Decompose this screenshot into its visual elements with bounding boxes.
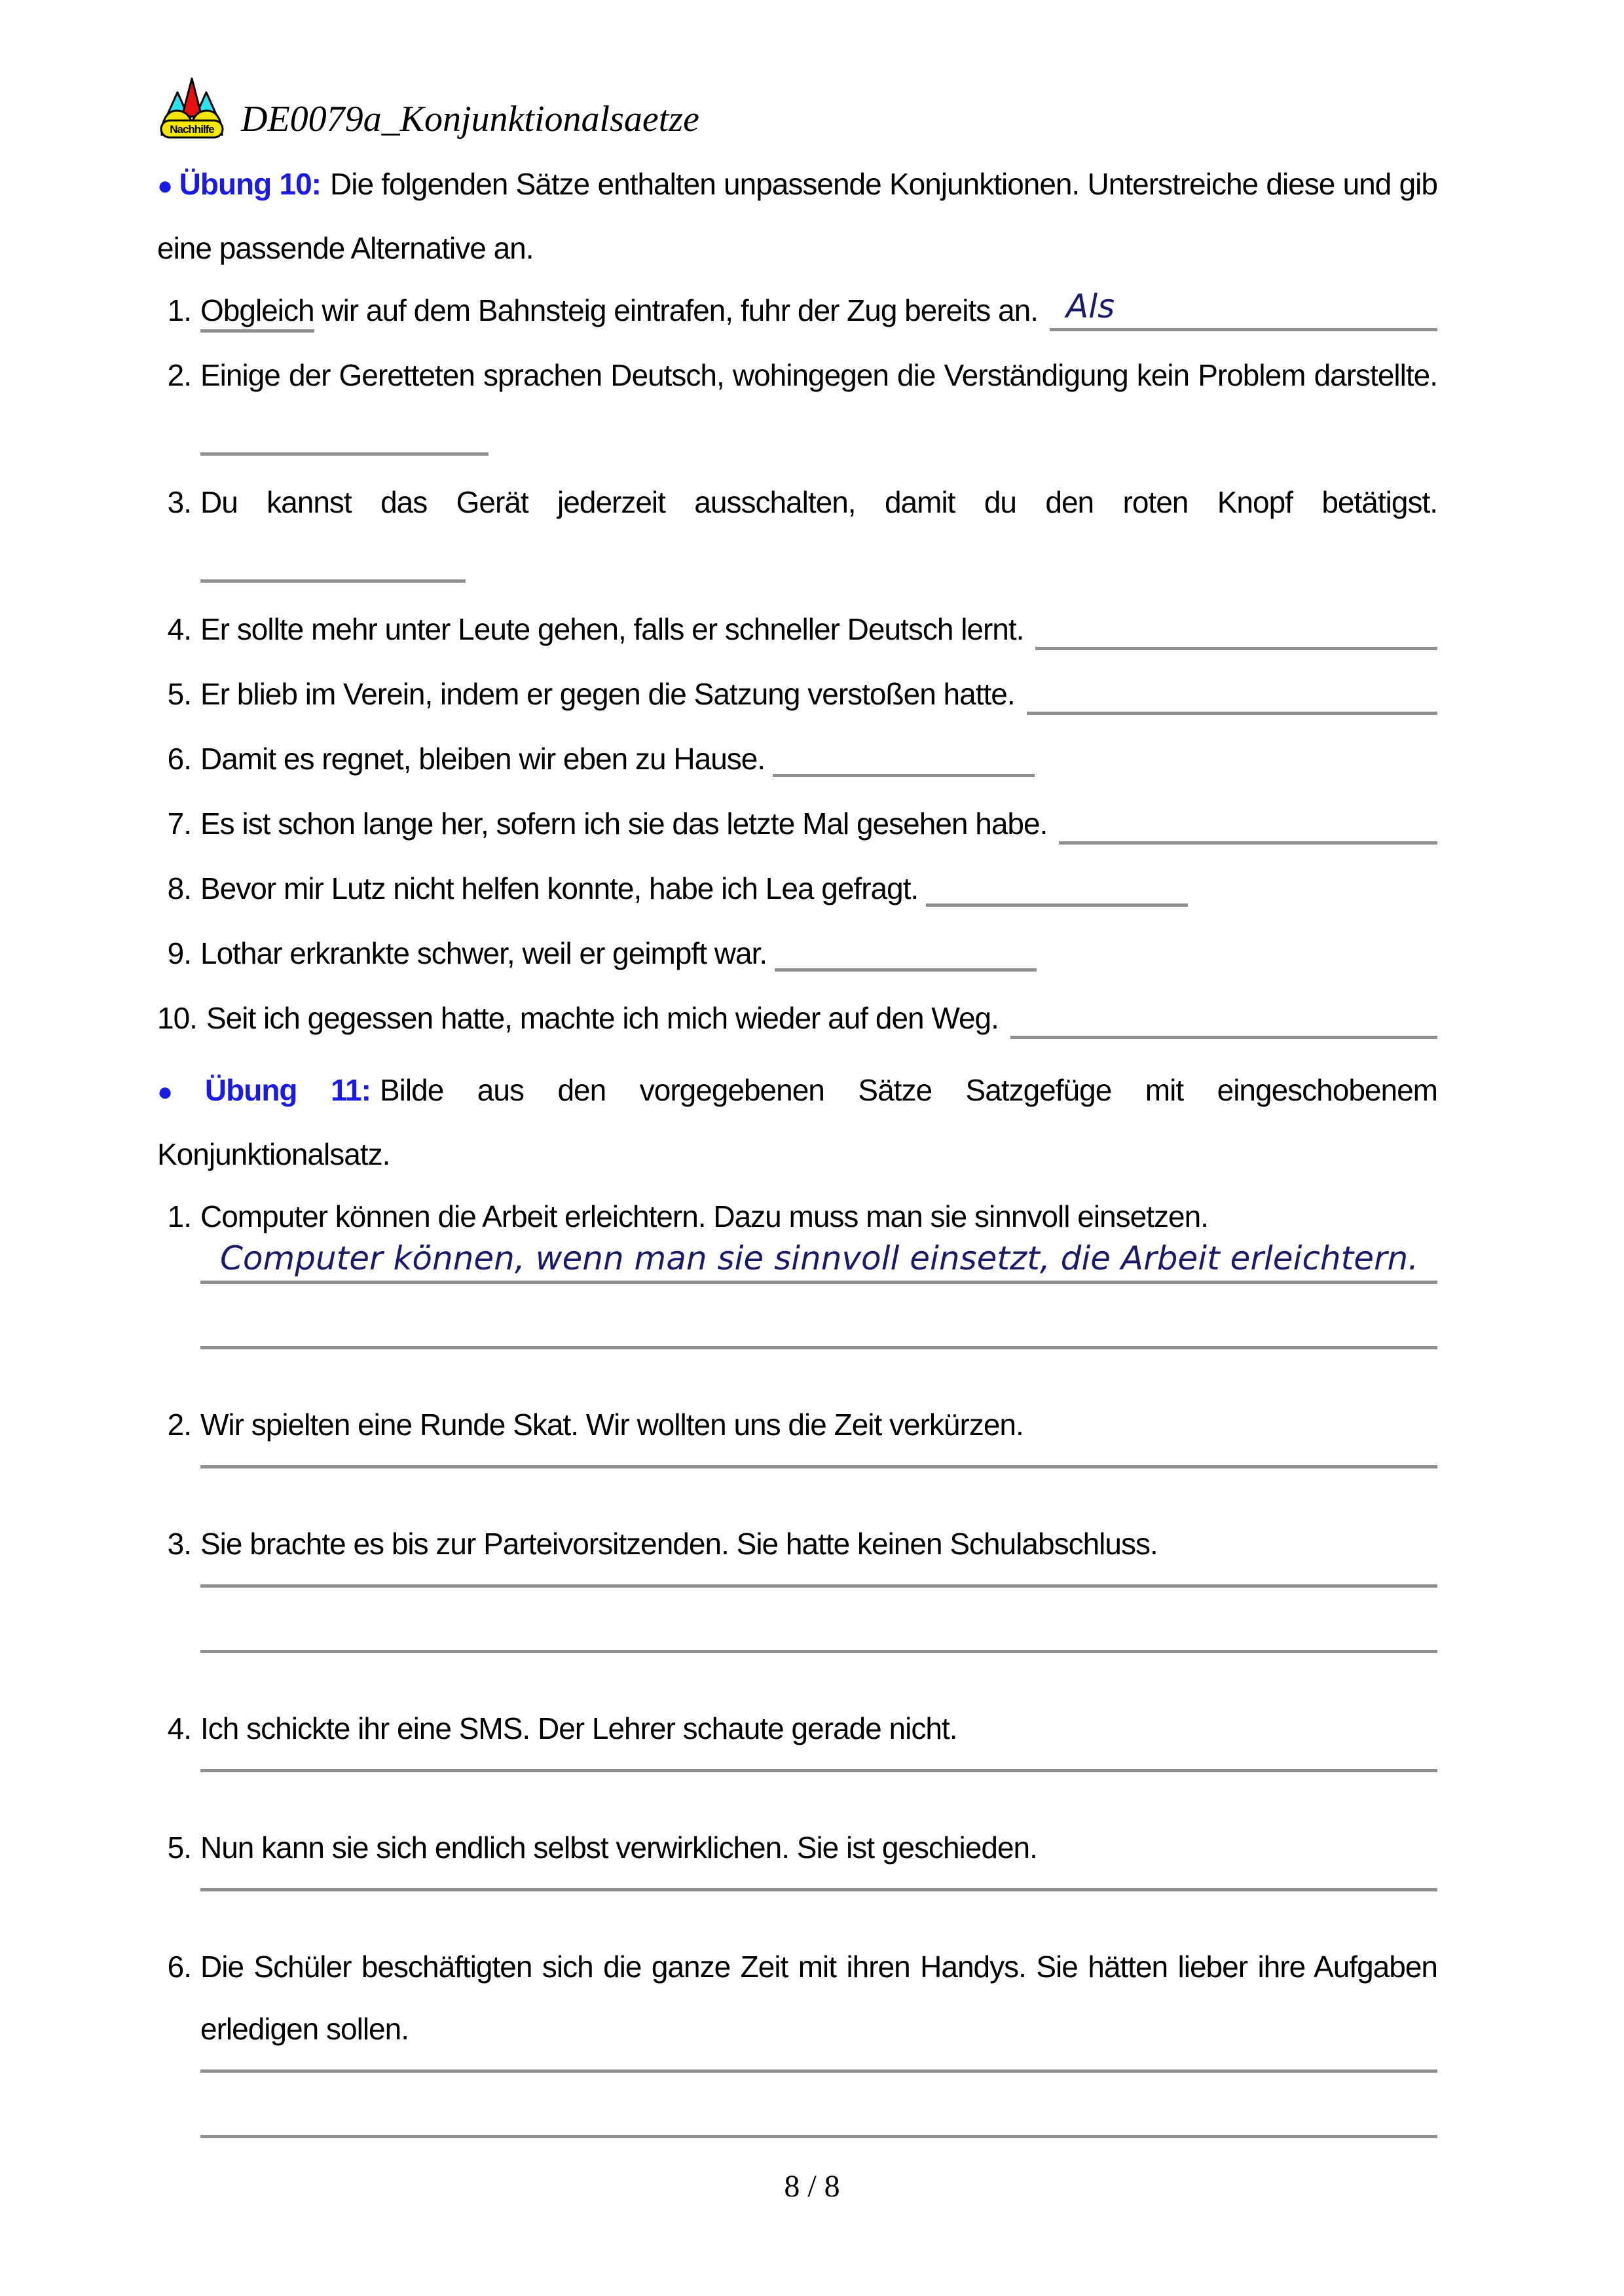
item-sentence: Es ist schon lange her, sofern ich sie das letzte Mal gesehen habe. bbox=[200, 807, 1048, 841]
bullet-icon: ● bbox=[157, 172, 173, 200]
uebung10-item-list bbox=[157, 280, 1437, 1049]
item-sentence: Bevor mir Lutz nicht helfen konnte, habe ich Lea gefragt. bbox=[200, 858, 1437, 920]
page-footer bbox=[0, 2168, 1624, 2204]
item-number: 1. bbox=[167, 1199, 191, 1233]
item-sentence: Er blieb im Verein, indem er gegen die Satzung verstoßen hatte. bbox=[200, 677, 1015, 711]
exercise-item bbox=[157, 1698, 1437, 1772]
item-line bbox=[200, 598, 1437, 661]
item-sentence: Er sollte mehr unter Leute gehen, falls er schneller Deutsch lernt. bbox=[200, 612, 1024, 646]
uebung11-label: Übung 11: bbox=[204, 1073, 371, 1107]
bullet-icon: ● bbox=[157, 1078, 198, 1106]
item-sentence: Damit es regnet, bleiben wir eben zu Hause. bbox=[200, 728, 1437, 790]
exercise-item bbox=[157, 987, 1437, 1049]
exercise-item bbox=[157, 663, 1437, 725]
item-number: 4. bbox=[167, 1711, 191, 1745]
item-sentence: Nun kann sie sich endlich selbst verwirklichen. Sie ist geschieden. bbox=[200, 1831, 1037, 1865]
item-body bbox=[200, 598, 1437, 661]
handwritten-answer: Als bbox=[1065, 287, 1115, 325]
item-number: 5. bbox=[167, 1831, 191, 1865]
item-sentence: Obgleich wir auf dem Bahnsteig eintrafen, fuhr der Zug bereits an. bbox=[200, 280, 1038, 342]
answer-blank[interactable] bbox=[773, 767, 1035, 777]
answer-blank[interactable] bbox=[200, 1456, 1437, 1468]
exercise-item bbox=[157, 922, 1437, 985]
item-number: 1. bbox=[167, 293, 191, 327]
exercise-item bbox=[157, 1513, 1437, 1653]
answer-blank[interactable] bbox=[200, 1239, 1437, 1284]
item-number: 9. bbox=[167, 936, 191, 970]
answer-blank[interactable] bbox=[1035, 647, 1437, 650]
item-number: 5. bbox=[167, 677, 191, 711]
answer-blank[interactable] bbox=[926, 897, 1188, 907]
page-number: 8 / 8 bbox=[784, 2169, 840, 2204]
exercise-item bbox=[157, 598, 1437, 661]
item-body bbox=[200, 280, 1437, 342]
answer-blank[interactable] bbox=[200, 1575, 1437, 1588]
uebung10-intro bbox=[157, 153, 1437, 280]
mountain-logo-icon bbox=[157, 75, 227, 140]
item-sentence: Lothar erkrankte schwer, weil er geimpft war. bbox=[200, 922, 1437, 985]
underlined-conjunction: Obgleich bbox=[200, 293, 314, 333]
exercise-item bbox=[157, 280, 1437, 342]
answer-blank[interactable] bbox=[1059, 841, 1437, 845]
exercise-item bbox=[157, 858, 1437, 920]
uebung11-instructions: Bilde aus den vorgegebenen Sätze Satzgefüge mit eingeschobenem Konjunktionalsatz. bbox=[157, 1073, 1437, 1171]
item-body bbox=[200, 344, 1437, 469]
item-sentence: Seit ich gegessen hatte, machte ich mich wieder auf den Weg. bbox=[206, 1001, 999, 1035]
item-sentence: Wir spielten eine Runde Skat. Wir wollten uns die Zeit verkürzen. bbox=[200, 1408, 1024, 1442]
item-body bbox=[200, 1936, 1437, 2138]
item-body bbox=[206, 987, 1437, 1049]
item-sentence: Du kannst das Gerät jederzeit ausschalten, damit du den roten Knopf betätigst. bbox=[200, 471, 1437, 596]
item-number: 2. bbox=[167, 1408, 191, 1442]
item-number: 3. bbox=[167, 485, 191, 519]
exercise-item bbox=[157, 1186, 1437, 1349]
item-sentence: Die Schüler beschäftigten sich die ganze Zeit mit ihren Handys. Sie hätten lieber ihre Aufgaben erledigen sollen. bbox=[200, 1950, 1437, 2046]
item-body bbox=[200, 1513, 1437, 1653]
answer-blank[interactable] bbox=[1050, 287, 1437, 331]
item-body bbox=[200, 1817, 1437, 1891]
item-body bbox=[200, 471, 1437, 596]
item-line bbox=[206, 987, 1437, 1049]
item-body bbox=[200, 858, 1437, 920]
item-number: 4. bbox=[167, 612, 191, 646]
item-number: 3. bbox=[167, 1527, 191, 1561]
item-sentence: Ich schickte ihr eine SMS. Der Lehrer schaute gerade nicht. bbox=[200, 1711, 957, 1745]
item-sentence: Einige der Geretteten sprachen Deutsch, wohingegen die Verständigung kein Problem darstellte. bbox=[200, 344, 1437, 469]
item-body bbox=[200, 922, 1437, 985]
answer-blank[interactable] bbox=[200, 446, 489, 456]
uebung10-instructions: Die folgenden Sätze enthalten unpassende Konjunktionen. Unterstreiche diese und gib eine passende Alternative an. bbox=[157, 167, 1437, 265]
exercise-item bbox=[157, 344, 1437, 469]
item-body bbox=[200, 663, 1437, 725]
item-number: 6. bbox=[167, 742, 191, 776]
item-line bbox=[200, 663, 1437, 725]
answer-blank[interactable] bbox=[200, 2060, 1437, 2073]
answer-blank[interactable] bbox=[200, 1760, 1437, 1772]
document-title: DE0079a_Konjunktionalsaetze bbox=[241, 99, 699, 139]
exercise-item bbox=[157, 1936, 1437, 2138]
exercise-item bbox=[157, 793, 1437, 855]
item-body bbox=[200, 1394, 1437, 1468]
nachhilfe-logo bbox=[157, 75, 227, 140]
logo-label: Nachhilfe bbox=[170, 123, 214, 136]
item-body bbox=[200, 728, 1437, 790]
handwritten-answer: Computer können, wenn man sie sinnvoll einsetzt, die Arbeit erleichtern. bbox=[220, 1239, 1419, 1277]
answer-blank[interactable] bbox=[200, 1588, 1437, 1653]
answer-blank[interactable] bbox=[775, 962, 1037, 972]
item-number: 6. bbox=[167, 1950, 191, 1984]
item-body bbox=[200, 1698, 1437, 1772]
page-header bbox=[157, 0, 1437, 140]
answer-blank[interactable] bbox=[200, 1284, 1437, 1349]
uebung11-item-list bbox=[157, 1186, 1437, 2138]
exercise-item bbox=[157, 471, 1437, 596]
exercise-item bbox=[157, 1817, 1437, 1891]
item-body bbox=[200, 1186, 1437, 1349]
item-number: 7. bbox=[167, 807, 191, 841]
exercise-item bbox=[157, 728, 1437, 790]
item-number: 8. bbox=[167, 871, 191, 905]
item-sentence: Sie brachte es bis zur Parteivorsitzenden. Sie hatte keinen Schulabschluss. bbox=[200, 1527, 1158, 1561]
item-line bbox=[200, 280, 1437, 342]
uebung11-intro bbox=[157, 1059, 1437, 1186]
item-line bbox=[200, 793, 1437, 855]
item-number: 10. bbox=[157, 1001, 197, 1035]
item-sentence: Computer können die Arbeit erleichtern. Dazu muss man sie sinnvoll einsetzen. bbox=[200, 1199, 1208, 1233]
exercise-item bbox=[157, 1394, 1437, 1468]
answer-blank[interactable] bbox=[200, 573, 466, 583]
answer-blank[interactable] bbox=[200, 2073, 1437, 2138]
answer-blank[interactable] bbox=[200, 1879, 1437, 1891]
answer-blank[interactable] bbox=[1010, 1036, 1437, 1039]
uebung10-label: Übung 10: bbox=[179, 167, 321, 201]
item-number: 2. bbox=[167, 358, 191, 392]
answer-blank[interactable] bbox=[1027, 712, 1437, 715]
item-body bbox=[200, 793, 1437, 855]
